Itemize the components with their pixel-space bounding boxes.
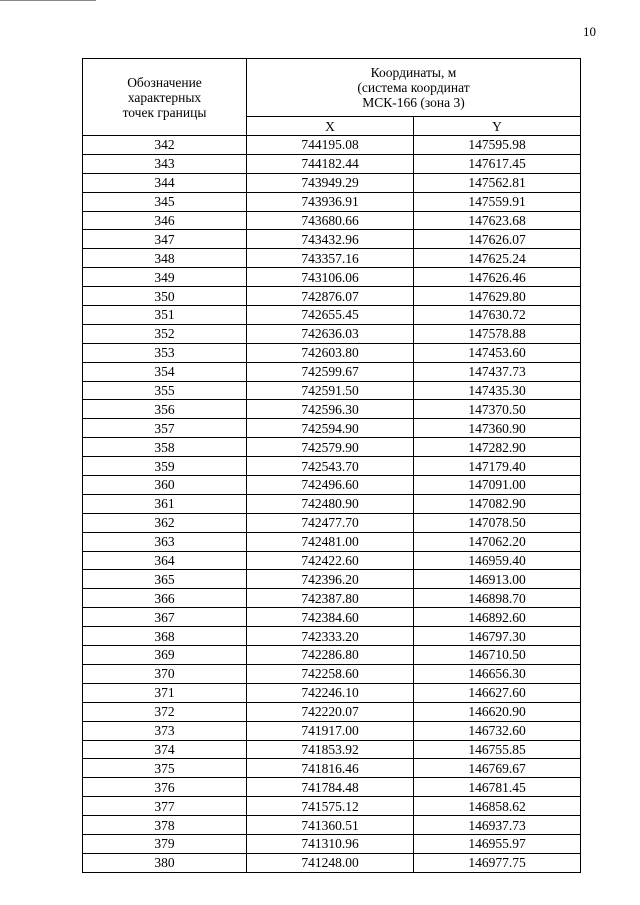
cell-y: 146781.45 xyxy=(414,778,581,797)
table-row xyxy=(83,457,581,476)
cell-x: 743357.16 xyxy=(247,249,414,268)
cell-y: 146710.50 xyxy=(414,646,581,665)
cell-point: 360 xyxy=(83,476,247,495)
cell-y: 147078.50 xyxy=(414,513,581,532)
cell-x: 744195.08 xyxy=(247,136,414,155)
cell-x: 742591.50 xyxy=(247,381,414,400)
cell-x: 741360.51 xyxy=(247,816,414,835)
cell-y: 147595.98 xyxy=(414,136,581,155)
cell-point: 367 xyxy=(83,608,247,627)
cell-point: 380 xyxy=(83,853,247,872)
cell-y: 147179.40 xyxy=(414,457,581,476)
cell-point: 368 xyxy=(83,627,247,646)
table-row xyxy=(83,306,581,325)
table-row xyxy=(83,343,581,362)
cell-y: 146977.75 xyxy=(414,853,581,872)
table-body xyxy=(83,136,581,873)
cell-point: 359 xyxy=(83,457,247,476)
table-row xyxy=(83,362,581,381)
cell-point: 355 xyxy=(83,381,247,400)
cell-x: 742636.03 xyxy=(247,324,414,343)
header-y: Y xyxy=(414,117,581,136)
table-row xyxy=(83,494,581,513)
page-number: 10 xyxy=(583,24,596,39)
cell-point: 372 xyxy=(83,702,247,721)
cell-point: 356 xyxy=(83,400,247,419)
cell-point: 353 xyxy=(83,343,247,362)
cell-y: 147578.88 xyxy=(414,324,581,343)
cell-y: 147282.90 xyxy=(414,438,581,457)
cell-point: 371 xyxy=(83,683,247,702)
cell-point: 369 xyxy=(83,646,247,665)
table-row xyxy=(83,381,581,400)
cell-y: 146656.30 xyxy=(414,664,581,683)
cell-x: 743432.96 xyxy=(247,230,414,249)
cell-x: 742246.10 xyxy=(247,683,414,702)
cell-point: 363 xyxy=(83,532,247,551)
table-row xyxy=(83,627,581,646)
table-row xyxy=(83,740,581,759)
cell-y: 146955.97 xyxy=(414,834,581,853)
cell-y: 146858.62 xyxy=(414,797,581,816)
cell-y: 147625.24 xyxy=(414,249,581,268)
cell-point: 347 xyxy=(83,230,247,249)
cell-point: 343 xyxy=(83,154,247,173)
table-row xyxy=(83,797,581,816)
cell-y: 146732.60 xyxy=(414,721,581,740)
table-row xyxy=(83,853,581,872)
table-row xyxy=(83,721,581,740)
cell-y: 147626.46 xyxy=(414,268,581,287)
cell-x: 741310.96 xyxy=(247,834,414,853)
cell-x: 744182.44 xyxy=(247,154,414,173)
table-row xyxy=(83,249,581,268)
top-edge-rule xyxy=(0,0,96,1)
table-row xyxy=(83,136,581,155)
table-row xyxy=(83,664,581,683)
header-coords-line-2: (система координат xyxy=(357,80,470,95)
header-point-line-1: Обозначение xyxy=(127,74,202,90)
cell-x: 742876.07 xyxy=(247,287,414,306)
cell-y: 147360.90 xyxy=(414,419,581,438)
table-row xyxy=(83,759,581,778)
cell-point: 352 xyxy=(83,324,247,343)
cell-x: 742477.70 xyxy=(247,513,414,532)
cell-point: 350 xyxy=(83,287,247,306)
table-row xyxy=(83,589,581,608)
cell-y: 146898.70 xyxy=(414,589,581,608)
cell-x: 742543.70 xyxy=(247,457,414,476)
header-coordinates xyxy=(247,59,581,117)
cell-y: 146937.73 xyxy=(414,816,581,835)
cell-y: 146913.00 xyxy=(414,570,581,589)
table-row xyxy=(83,287,581,306)
cell-x: 742603.80 xyxy=(247,343,414,362)
cell-point: 346 xyxy=(83,211,247,230)
table-row xyxy=(83,570,581,589)
cell-point: 361 xyxy=(83,494,247,513)
cell-x: 741816.46 xyxy=(247,759,414,778)
cell-x: 743680.66 xyxy=(247,211,414,230)
table-row xyxy=(83,230,581,249)
cell-x: 742258.60 xyxy=(247,664,414,683)
cell-point: 373 xyxy=(83,721,247,740)
table-row xyxy=(83,513,581,532)
cell-y: 146892.60 xyxy=(414,608,581,627)
cell-x: 741575.12 xyxy=(247,797,414,816)
cell-point: 377 xyxy=(83,797,247,816)
cell-y: 146620.90 xyxy=(414,702,581,721)
cell-x: 742655.45 xyxy=(247,306,414,325)
cell-y: 147629.80 xyxy=(414,287,581,306)
cell-point: 344 xyxy=(83,173,247,192)
cell-x: 742481.00 xyxy=(247,532,414,551)
cell-point: 375 xyxy=(83,759,247,778)
table-row xyxy=(83,608,581,627)
cell-x: 742220.07 xyxy=(247,702,414,721)
header-coords-line-1: Координаты, м xyxy=(370,65,457,80)
cell-y: 146755.85 xyxy=(414,740,581,759)
cell-y: 147623.68 xyxy=(414,211,581,230)
cell-y: 147435.30 xyxy=(414,381,581,400)
cell-y: 147453.60 xyxy=(414,343,581,362)
cell-y: 147630.72 xyxy=(414,306,581,325)
cell-point: 357 xyxy=(83,419,247,438)
table-row xyxy=(83,268,581,287)
header-point-line-2: характерных xyxy=(127,89,202,105)
coordinates-table xyxy=(82,58,581,873)
cell-y: 146959.40 xyxy=(414,551,581,570)
cell-x: 742422.60 xyxy=(247,551,414,570)
cell-point: 358 xyxy=(83,438,247,457)
cell-y: 147062.20 xyxy=(414,532,581,551)
cell-point: 345 xyxy=(83,192,247,211)
cell-y: 147562.81 xyxy=(414,173,581,192)
cell-x: 741248.00 xyxy=(247,853,414,872)
cell-x: 743106.06 xyxy=(247,268,414,287)
cell-x: 741784.48 xyxy=(247,778,414,797)
cell-x: 743949.29 xyxy=(247,173,414,192)
cell-y: 147437.73 xyxy=(414,362,581,381)
cell-x: 742594.90 xyxy=(247,419,414,438)
cell-y: 146797.30 xyxy=(414,627,581,646)
cell-x: 742579.90 xyxy=(247,438,414,457)
cell-x: 742387.80 xyxy=(247,589,414,608)
cell-y: 146627.60 xyxy=(414,683,581,702)
cell-x: 742480.90 xyxy=(247,494,414,513)
cell-point: 364 xyxy=(83,551,247,570)
header-point-line-3: точек границы xyxy=(122,104,207,120)
table-row xyxy=(83,834,581,853)
cell-x: 742599.67 xyxy=(247,362,414,381)
table-row xyxy=(83,438,581,457)
table-row xyxy=(83,400,581,419)
cell-x: 742596.30 xyxy=(247,400,414,419)
cell-point: 349 xyxy=(83,268,247,287)
table-row xyxy=(83,192,581,211)
header-x: X xyxy=(247,117,414,136)
cell-point: 374 xyxy=(83,740,247,759)
cell-y: 147626.07 xyxy=(414,230,581,249)
table-row xyxy=(83,324,581,343)
cell-point: 342 xyxy=(83,136,247,155)
cell-point: 370 xyxy=(83,664,247,683)
cell-point: 365 xyxy=(83,570,247,589)
cell-y: 147082.90 xyxy=(414,494,581,513)
table-row xyxy=(83,419,581,438)
table-row xyxy=(83,476,581,495)
cell-y: 147091.00 xyxy=(414,476,581,495)
table-row xyxy=(83,683,581,702)
cell-x: 742384.60 xyxy=(247,608,414,627)
cell-point: 348 xyxy=(83,249,247,268)
cell-point: 379 xyxy=(83,834,247,853)
cell-y: 147617.45 xyxy=(414,154,581,173)
cell-x: 742333.20 xyxy=(247,627,414,646)
cell-y: 147370.50 xyxy=(414,400,581,419)
table-row xyxy=(83,154,581,173)
cell-y: 147559.91 xyxy=(414,192,581,211)
cell-x: 743936.91 xyxy=(247,192,414,211)
table-row xyxy=(83,532,581,551)
cell-x: 742286.80 xyxy=(247,646,414,665)
cell-x: 742396.20 xyxy=(247,570,414,589)
table-row xyxy=(83,778,581,797)
header-coords-line-3: МСК-166 (зона 3) xyxy=(362,95,465,110)
table-row xyxy=(83,173,581,192)
cell-x: 741917.00 xyxy=(247,721,414,740)
cell-point: 366 xyxy=(83,589,247,608)
cell-x: 741853.92 xyxy=(247,740,414,759)
cell-point: 354 xyxy=(83,362,247,381)
table-row xyxy=(83,646,581,665)
header-point-designation xyxy=(83,59,247,136)
table-row xyxy=(83,816,581,835)
cell-x: 742496.60 xyxy=(247,476,414,495)
cell-point: 362 xyxy=(83,513,247,532)
table-row xyxy=(83,211,581,230)
cell-point: 378 xyxy=(83,816,247,835)
cell-y: 146769.67 xyxy=(414,759,581,778)
table-row xyxy=(83,551,581,570)
table-row xyxy=(83,702,581,721)
cell-point: 376 xyxy=(83,778,247,797)
cell-point: 351 xyxy=(83,306,247,325)
